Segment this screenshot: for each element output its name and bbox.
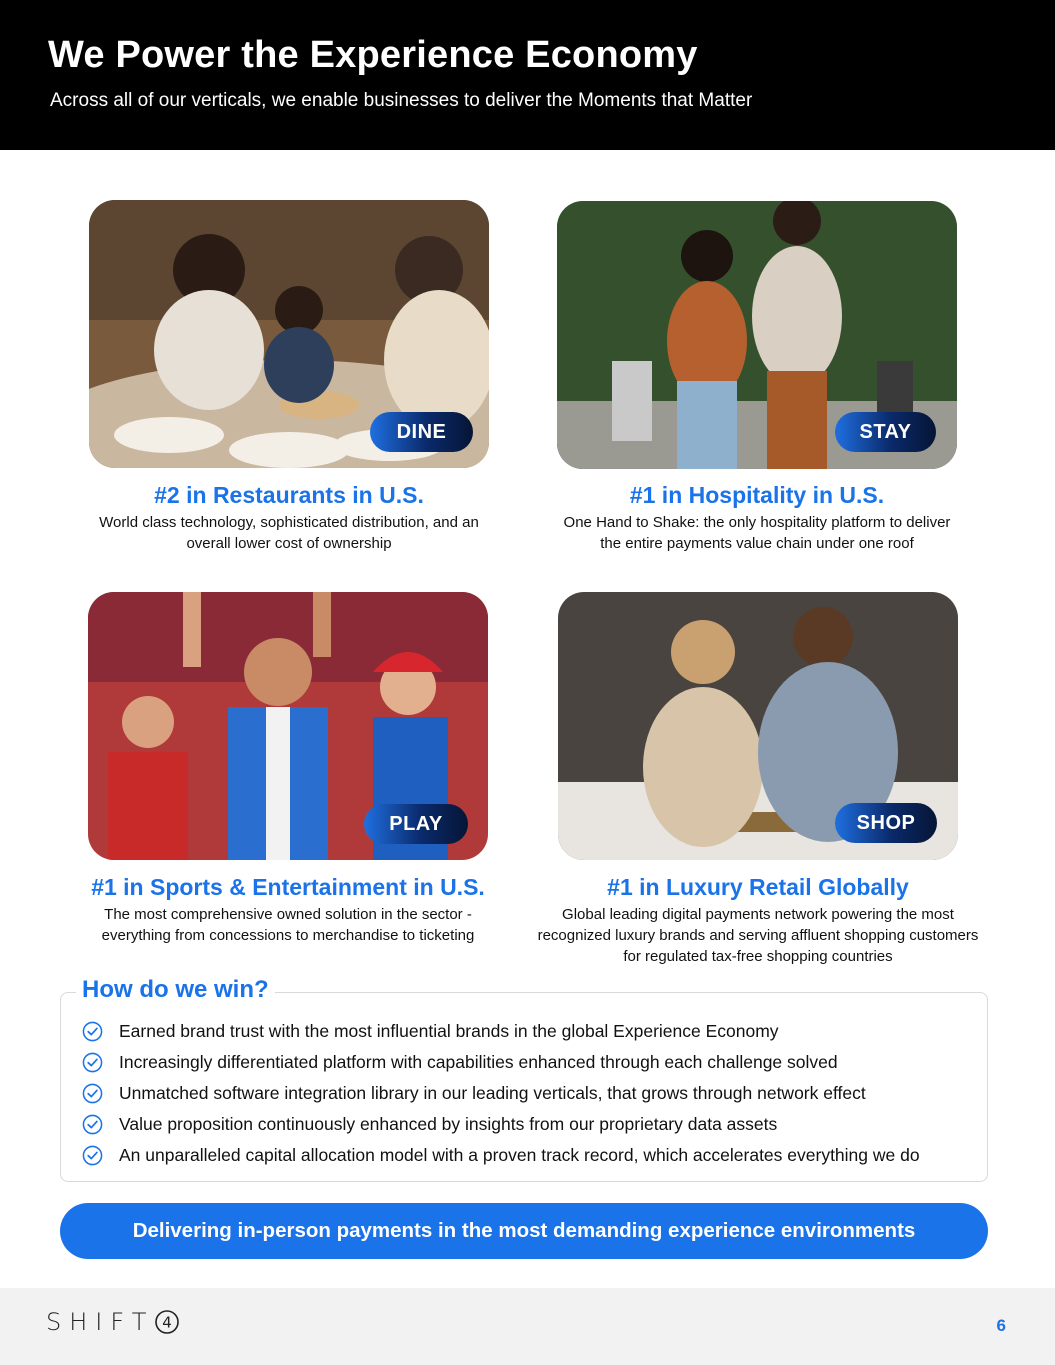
check-circle-icon bbox=[82, 1052, 103, 1073]
list-item-text: Unmatched software integration library in our leading verticals, that grows through network effect bbox=[119, 1083, 866, 1103]
dine-tag: DINE bbox=[370, 412, 473, 452]
stay-headline: #1 in Hospitality in U.S. bbox=[629, 482, 885, 508]
footer bbox=[0, 1288, 1055, 1365]
list-item-text: Value proposition continuously enhanced by insights from our proprietary data assets bbox=[119, 1114, 778, 1134]
dine-description: World class technology, sophisticated distribution, and an overall lower cost of ownership bbox=[99, 514, 479, 552]
how-we-win-title: How do we win? bbox=[76, 976, 275, 1004]
check-circle-icon bbox=[82, 1114, 103, 1135]
circled-four-icon bbox=[154, 1309, 180, 1335]
stay-description: One Hand to Shake: the only hospitality platform to deliver the entire payments value chain under one roof bbox=[563, 514, 951, 552]
page-number: 6 bbox=[996, 1316, 1006, 1335]
play-description: The most comprehensive owned solution in the sector - everything from concessions to merchandise to ticketing bbox=[101, 906, 475, 944]
shop-description: Global leading digital payments network powering the most recognized luxury brands and serving affluent shopping customers for regulated tax-free shopping countries bbox=[537, 906, 979, 965]
list-item-text: Increasingly differentiated platform with capabilities enhanced through each challenge solved bbox=[119, 1052, 838, 1072]
shop-tag: SHOP bbox=[835, 803, 937, 843]
list-item-text: Earned brand trust with the most influential brands in the global Experience Economy bbox=[119, 1021, 779, 1041]
shift4-logo bbox=[46, 1308, 180, 1336]
list-item bbox=[82, 1109, 920, 1140]
logo-text: SHIFT bbox=[46, 1308, 155, 1336]
check-circle-icon bbox=[82, 1145, 103, 1166]
list-item bbox=[82, 1140, 920, 1171]
header-band bbox=[0, 0, 1055, 150]
tagline-banner: Delivering in-person payments in the most demanding experience environments bbox=[60, 1203, 988, 1259]
check-circle-icon bbox=[82, 1021, 103, 1042]
check-circle-icon bbox=[82, 1083, 103, 1104]
play-tag: PLAY bbox=[364, 804, 468, 844]
shop-headline: #1 in Luxury Retail Globally bbox=[607, 874, 909, 900]
play-headline: #1 in Sports & Entertainment in U.S. bbox=[91, 874, 485, 900]
list-item bbox=[82, 1016, 920, 1047]
page-title: We Power the Experience Economy bbox=[48, 34, 698, 76]
list-item bbox=[82, 1078, 920, 1109]
list-item bbox=[82, 1047, 920, 1078]
logo-digit: 4 bbox=[162, 1313, 173, 1332]
stay-tag: STAY bbox=[835, 412, 936, 452]
how-we-win-list bbox=[82, 1016, 920, 1171]
page-subtitle: Across all of our verticals, we enable businesses to deliver the Moments that Matter bbox=[50, 90, 753, 111]
dine-headline: #2 in Restaurants in U.S. bbox=[154, 482, 424, 508]
list-item-text: An unparalleled capital allocation model with a proven track record, which accelerates everything we do bbox=[119, 1145, 920, 1165]
